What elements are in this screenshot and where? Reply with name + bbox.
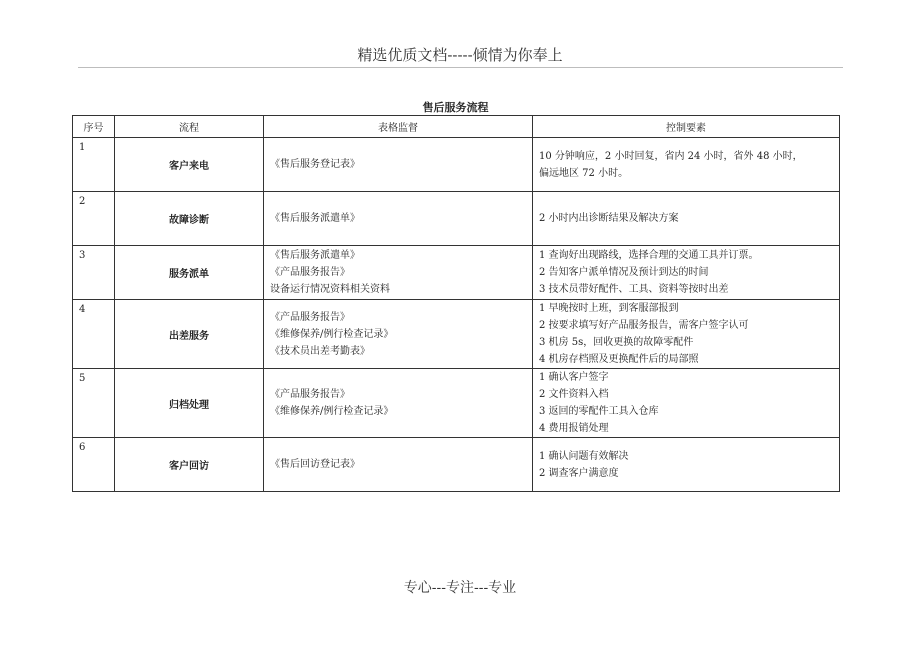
column-header-forms: 表格监督 [264,116,533,138]
form-list [264,369,533,438]
table-row [73,138,840,192]
column-header-number: 序号 [73,116,115,138]
table-row [73,438,840,492]
table-header-row [73,116,840,138]
process-step: 归档处理 [115,369,264,438]
row-number: 3 [73,246,115,300]
control-item: 2 调查客户满意度 [539,467,619,479]
control-item: 10 分钟响应，2 小时回复，省内 24 小时，省外 48 小时， [539,150,803,162]
form-item: 设备运行情况资料相关资料 [270,284,390,295]
form-list [264,138,533,192]
form-list [264,192,533,246]
form-list [264,438,533,492]
form-item: 《产品服务报告》 [270,267,350,278]
control-item: 3 技术员带好配件、工具、资料等按时出差 [539,284,729,295]
control-item: 4 费用报销处理 [539,423,609,434]
table-row [73,300,840,369]
control-item: 1 查询好出现路线，选择合理的交通工具并订票。 [539,250,759,261]
control-list [533,300,840,369]
form-item: 《售后服务派遣单》 [270,213,360,224]
control-item: 1 确认客户签字 [539,372,609,383]
form-item: 《售后服务派遣单》 [270,250,360,261]
control-item: 3 返回的零配件工具入仓库 [539,406,659,417]
control-list [533,138,840,192]
form-item: 《产品服务报告》 [270,389,350,400]
control-list [533,192,840,246]
process-step: 服务派单 [115,246,264,300]
row-number: 4 [73,300,115,369]
table-row [73,369,840,438]
control-list [533,369,840,438]
process-step: 客户来电 [115,138,264,192]
process-step: 出差服务 [115,300,264,369]
column-header-controls: 控制要素 [533,116,840,138]
document-title: 售后服务流程 [422,101,489,114]
table-row [73,246,840,300]
process-step: 故障诊断 [115,192,264,246]
form-item: 《售后服务登记表》 [270,159,360,170]
control-item: 1 确认问题有效解决 [539,450,629,462]
control-list [533,438,840,492]
control-item: 1 早晚按时上班，到客服部报到 [539,303,679,314]
form-item: 《售后回访登记表》 [270,459,360,470]
column-header-process: 流程 [115,116,264,138]
form-list [264,246,533,300]
form-list [264,300,533,369]
control-item: 2 告知客户派单情况及预计到达的时间 [539,267,709,278]
control-item: 2 按要求填写好产品服务报告，需客户签字认可 [539,320,749,331]
control-item: 4 机房存档照及更换配件后的局部照 [539,354,699,365]
table-row [73,192,840,246]
row-number: 5 [73,369,115,438]
form-item: 《产品服务报告》 [270,311,350,323]
control-item: 2 小时内出诊断结果及解决方案 [539,213,679,224]
row-number: 1 [73,138,115,192]
row-number: 6 [73,438,115,492]
page-header: 精选优质文档-----倾情为你奉上 [357,46,563,64]
control-item: 3 机房 5s，回收更换的故障零配件 [539,337,694,348]
process-step: 客户回访 [115,438,264,492]
service-process-table [72,115,840,492]
row-number: 2 [73,192,115,246]
form-item: 《维修保养/例行检查记录》 [270,406,394,417]
table-body [73,138,840,492]
header-divider [78,67,843,68]
control-list [533,246,840,300]
form-item: 《维修保养/例行检查记录》 [270,328,394,340]
page-footer: 专心---专注---专业 [403,580,517,596]
form-item: 《技术员出差考勤表》 [270,345,370,357]
control-item: 偏远地区 72 小时。 [539,167,629,179]
control-item: 2 文件资料入档 [539,389,609,400]
